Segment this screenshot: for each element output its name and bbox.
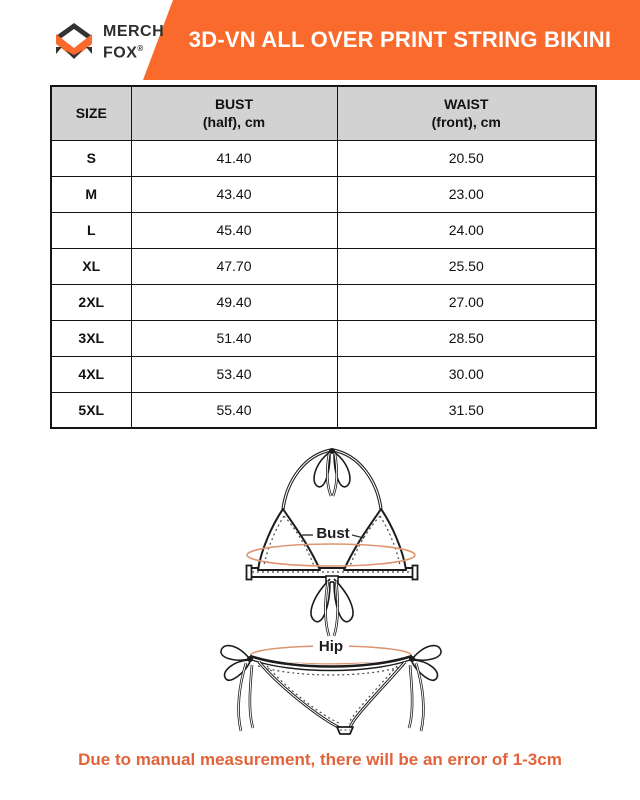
cell-waist: 20.50: [337, 140, 596, 176]
cell-size: 5XL: [51, 392, 131, 428]
product-title: 3D-VN ALL OVER PRINT STRING BIKINI: [188, 27, 612, 52]
header-banner: [0, 0, 640, 80]
table-row: [51, 320, 596, 356]
cell-bust: 51.40: [131, 320, 337, 356]
table-row: [51, 284, 596, 320]
bikini-top-drawing: [247, 448, 418, 636]
table-row: [51, 176, 596, 212]
cell-bust: 41.40: [131, 140, 337, 176]
bust-label: Bust: [316, 525, 350, 542]
cell-size: L: [51, 212, 131, 248]
hip-label: Hip: [318, 638, 344, 655]
brand-logo: [52, 21, 164, 63]
cell-bust: 49.40: [131, 284, 337, 320]
table-row: [51, 392, 596, 428]
bikini-bottom-drawing: [221, 638, 441, 734]
cell-bust: 43.40: [131, 176, 337, 212]
registered-mark: ®: [137, 43, 144, 53]
cell-waist: 24.00: [337, 212, 596, 248]
cell-size: M: [51, 176, 131, 212]
col-header-bust-sub: (half), cm: [202, 114, 266, 131]
cell-waist: 25.50: [337, 248, 596, 284]
table-header-row: [51, 86, 596, 140]
measurement-note: Due to manual measurement, there will be an error of 1-3cm: [78, 750, 562, 769]
cell-size: XL: [51, 248, 131, 284]
col-header-bust: [131, 86, 337, 140]
measurement-diagram: [0, 428, 640, 748]
cell-size: S: [51, 140, 131, 176]
cell-size: 4XL: [51, 356, 131, 392]
col-header-waist-sub: (front), cm: [431, 114, 501, 131]
col-header-bust-label: BUST: [214, 96, 254, 113]
cell-waist: 31.50: [337, 392, 596, 428]
brand-name: [103, 23, 164, 61]
size-chart-table: [50, 85, 597, 429]
cell-waist: 28.50: [337, 320, 596, 356]
brand-line1: MERCH: [103, 22, 165, 40]
cell-waist: 27.00: [337, 284, 596, 320]
table-row: [51, 212, 596, 248]
bikini-line-art: [0, 428, 640, 748]
col-header-size: SIZE: [51, 86, 131, 140]
cell-bust: 47.70: [131, 248, 337, 284]
cell-size: 3XL: [51, 320, 131, 356]
table-row: [51, 140, 596, 176]
cell-waist: 30.00: [337, 356, 596, 392]
cell-bust: 45.40: [131, 212, 337, 248]
cell-size: 2XL: [51, 284, 131, 320]
brand-line2: FOX: [103, 44, 138, 62]
table-row: [51, 248, 596, 284]
cell-bust: 55.40: [131, 392, 337, 428]
col-header-waist-label: WAIST: [444, 96, 489, 113]
cell-bust: 53.40: [131, 356, 337, 392]
fox-icon: [52, 21, 96, 63]
cell-waist: 23.00: [337, 176, 596, 212]
table-row: [51, 356, 596, 392]
col-header-waist: [337, 86, 596, 140]
